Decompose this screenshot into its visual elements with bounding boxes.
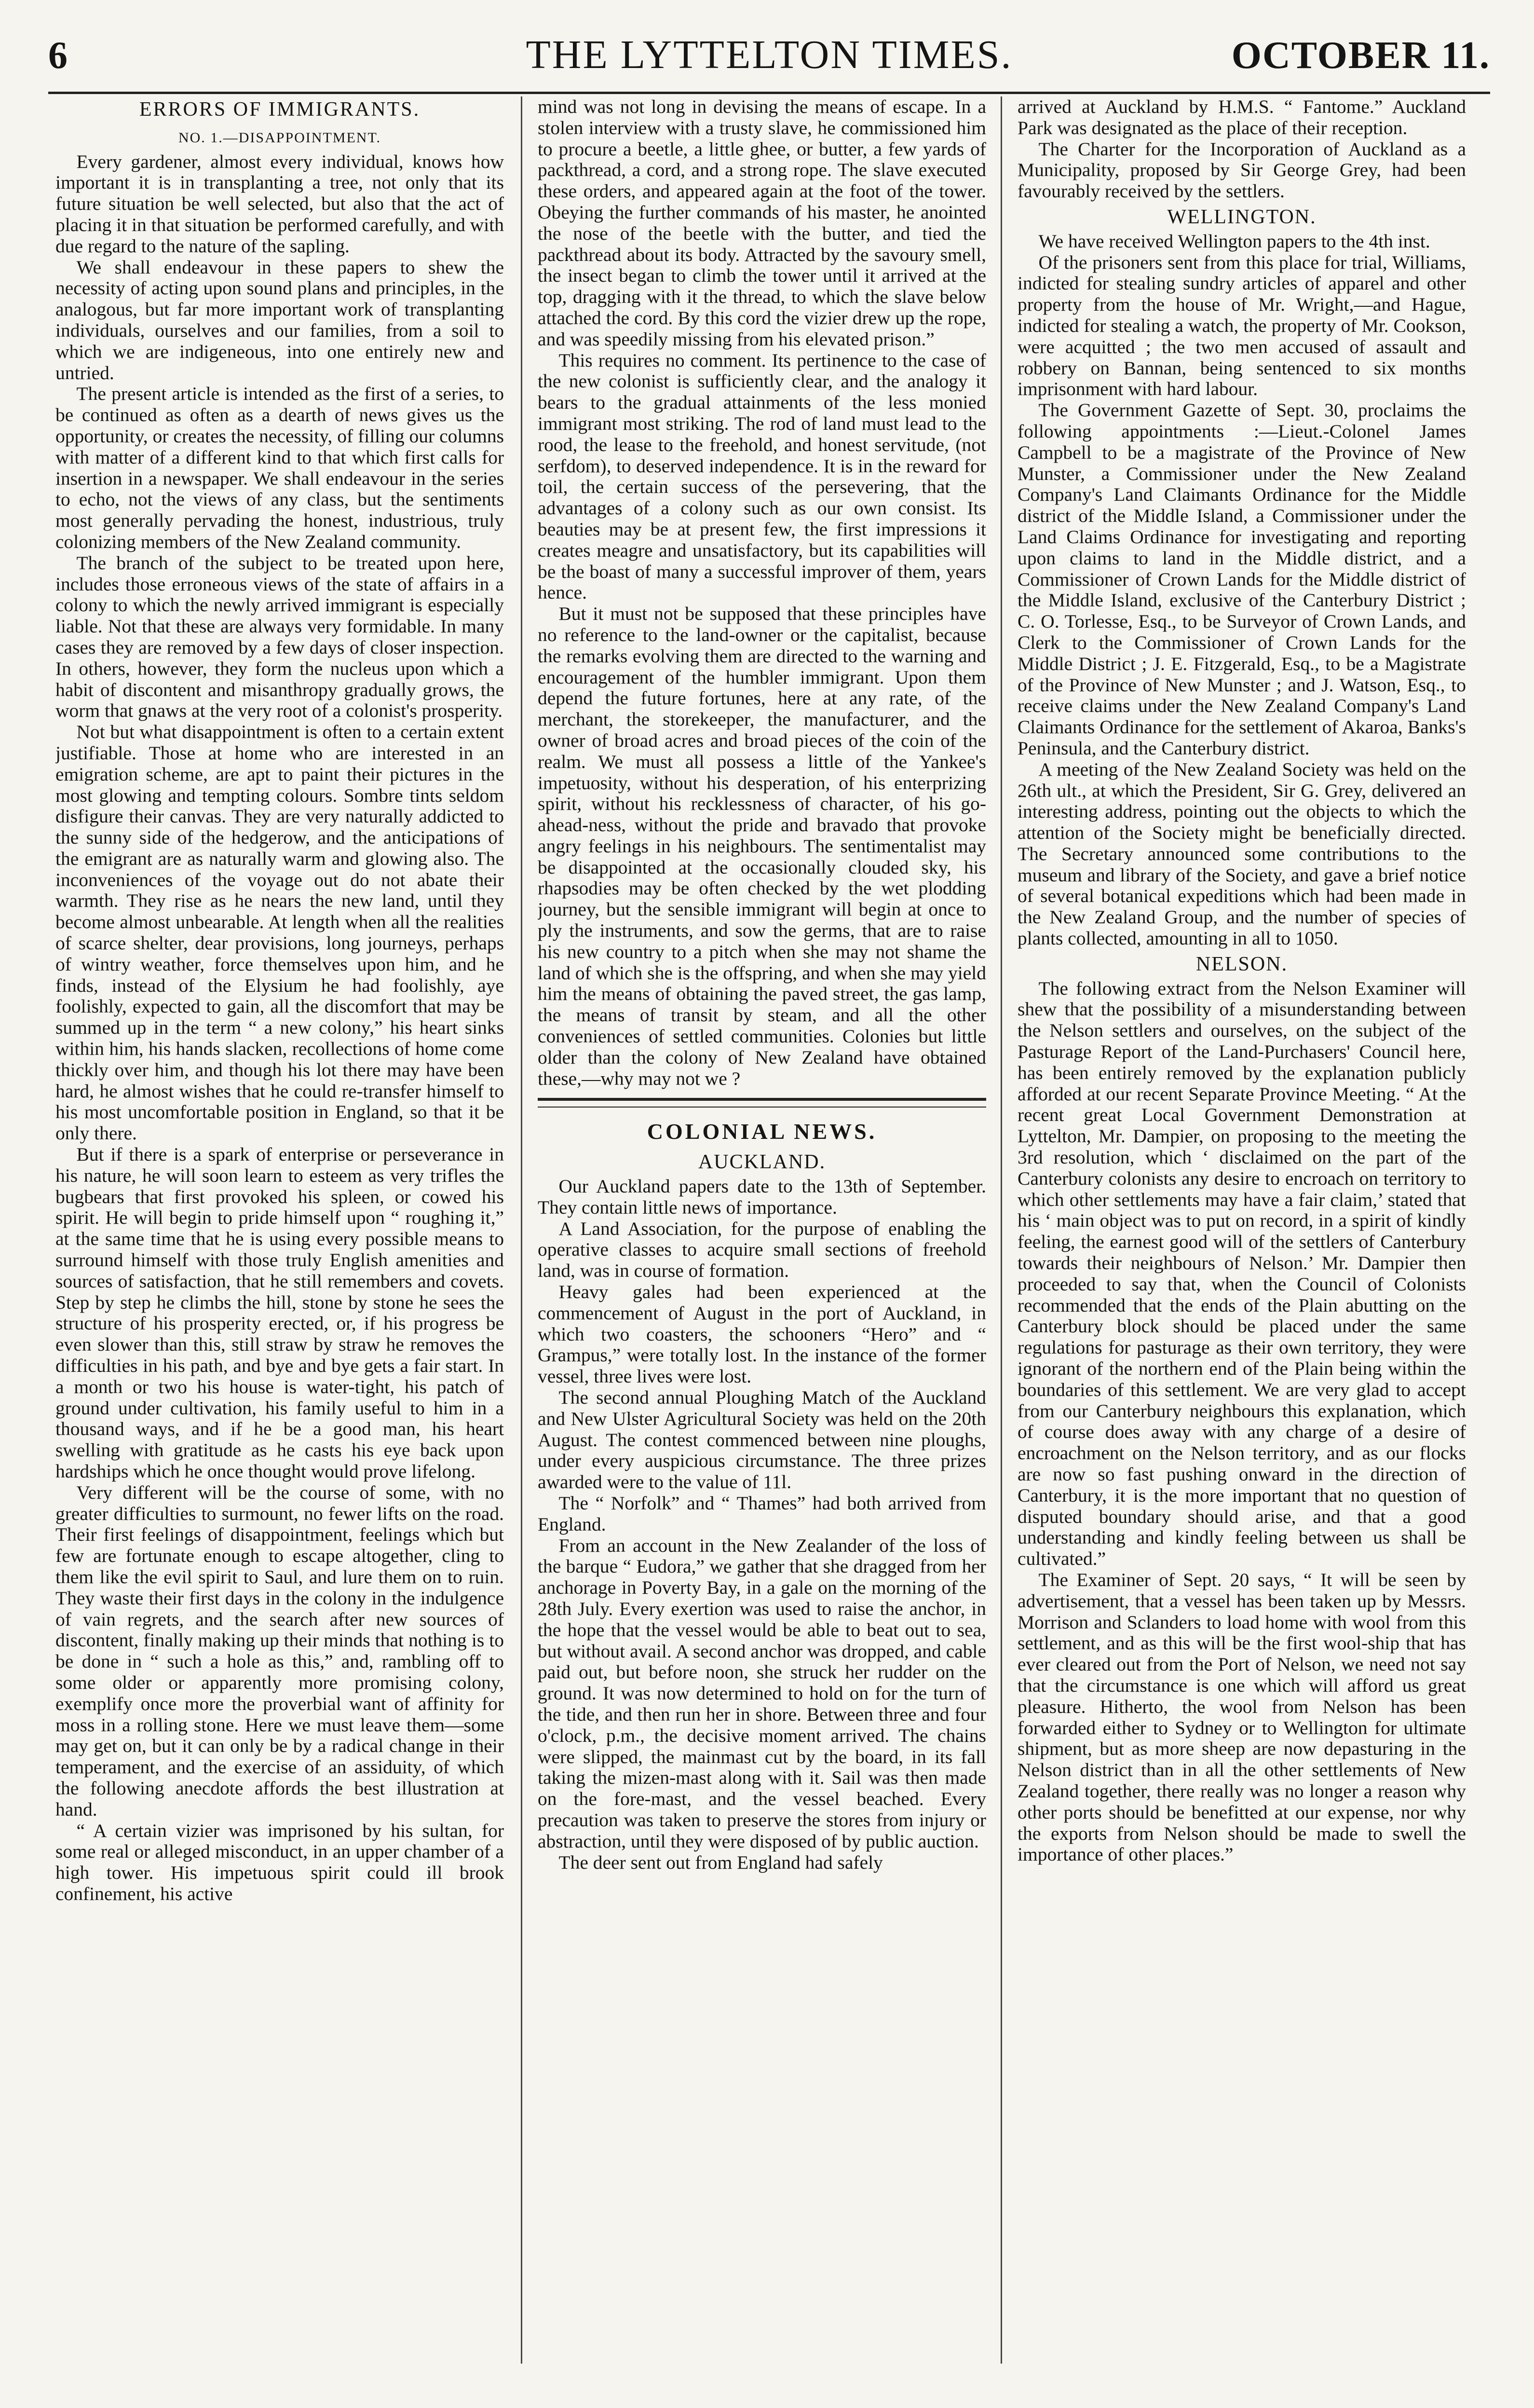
paragraph: Not but what disappointment is often to a certain extent justifiable. Those at home who are interested in an emigration scheme, are apt to paint their pictures in the most glowing and tempting colours. Sombre tints seldom disfigure their canvas. They are very naturally addicted to the sunny side of the hedgerow, and the anticipations of the emigrant are as naturally warm and glowing also. The inconveniences of the voyage out do not abate their warmth. They rise as he nears the new land, until they become almost unbearable. At length when all the realities of scarce shelter, dear provisions, long journeys, perhaps of wintry weather, force themselves upon him, and he finds, instead of the Elysium he had foolishly, aye foolishly, expected to gain, all the discomfort that may be summed up in the term “ a new colony,” his heart sinks within him, his hands slacken, recollections of home come thickly over him, and though his lot there may have been hard, he almost wishes that he could re-transfer himself to his most uncomfortable position in England, so that it be only there. (55, 721, 504, 1144)
paragraph: arrived at Auckland by H.M.S. “ Fantome.” Auckland Park was designated as the place of their reception. (1018, 96, 1466, 138)
paragraph: The deer sent out from England had safely (558, 1851, 883, 1873)
article-subtitle: NO. 1.—DISAPPOINTMENT. (178, 129, 381, 146)
paragraph: The Charter for the Incorporation of Auckland as a Municipality, proposed by Sir George Grey, had been favourably received by the settlers. (1018, 138, 1466, 202)
paragraph: Every gardener, almost every individual, knows how important it is in transplanting a tree, not only that its future situation be well selected, but also that the act of placing it in that situation be performed carefully, and with due regard to the nature of the sapling. (55, 150, 504, 257)
paragraph: The “ Norfolk” and “ Thames” had both arrived from England. (538, 1492, 986, 1535)
issue-date: OCTOBER 11. (1231, 34, 1490, 77)
paragraph: The present article is intended as the first of a series, to be continued as often as a dearth of news gives us the opportunity, or creates the necessity, of filling our columns with matter of a different kind to that which first calls for insertion in a newspaper. We shall endeavour in the series to echo, not the views of any class, but the sentiments most generally pervading the honest, industrious, truly colonizing members of the New Zealand community. (55, 383, 504, 552)
section-title-colonial-news: COLONIAL NEWS. (647, 1119, 877, 1144)
heading-wellington: WELLINGTON. (1167, 205, 1317, 228)
masthead (48, 19, 1490, 92)
paragraph: The following extract from the Nelson Examiner will shew that the possibility of a misunderstanding between the Nelson settlers and ourselves, on the subject of the Pasturage Report of the Land-Purchasers' Council here, has been entirely removed by the explanation publicly afforded at our recent Separate Province Meeting. “ At the recent great Local Government Demonstration at Lyttelton, Mr. Dampier, on proposing to the meeting the 3rd resolution, which ‘ disclaimed on the part of the Canterbury colonists any desire to encroach on territory to which other settlements may have a fair claim,’ stated that his ‘ main object was to put on record, in a spirit of kindly feeling, the earnest good will of the settlers of Canterbury towards their neighbours of Nelson.’ Mr. Dampier then proceeded to say that, when the Council of Colonists recommended that the ends of the Plain abutting on the Canterbury block should be placed under the same regulations for pasturage as their own territory, they were ignorant of the northern end of the Plain being within the boundaries of this settlement. We are very glad to accept from our Canterbury neighbours this explanation, which of course does away with any charge of a desire of encroachment on the Nelson territory, and as our flocks are now so fast pushing onward in the direction of Canterbury, it is the more important that no question of disputed boundary should arise, and that a good understanding and kindly feeling between us shall be cultivated.” (1018, 977, 1466, 1570)
column-divider-2 (1001, 96, 1002, 2364)
paragraph: The branch of the subject to be treated upon here, includes those erroneous views of the state of affairs in a colony to which the newly arrived immigrant is especially liable. Not that these are always very formidable. In many cases they are removed by a few days of closer inspection. In others, however, they form the nucleus upon which a habit of discontent and misanthropy gradually grows, the worm that gnaws at the very root of a colonist's prosperity. (55, 552, 504, 722)
paragraph: A Land Association, for the purpose of enabling the operative classes to acquire small sections of freehold land, was in course of formation. (538, 1218, 986, 1282)
paragraph: But if there is a spark of enterprise or perseverance in his nature, he will soon learn to esteem as very trifles the bugbears that first provoked his spleen, or cowed his spirit. He will begin to pride himself upon “ roughing it,” at the same time that he is using every possible means to surround himself with those truly English amenities and sources of satisfaction, that he still remembers and covets. Step by step he climbs the hill, stone by stone he sees the structure of his prosperity erected, or, if his progress be even slower than this, still straw by straw he removes the difficulties in his path, and bye and bye gets a fair start. In a month or two his house is water-tight, his patch of ground under cultivation, his family useful to him in a thousand ways, and if he be a good man, his heart swelling with gratitude as he casts his eye back upon hardships which he once thought would prove lifelong. (55, 1144, 504, 1482)
page-number: 6 (48, 34, 68, 77)
paragraph: Heavy gales had been experienced at the commencement of August in the port of Auckland, in which two coasters, the schooners “Hero” and “ Grampus,” were totally lost. In the instance of the former vessel, three lives were lost. (538, 1281, 986, 1387)
newspaper-title: THE LYTTELTON TIMES. (526, 32, 1013, 77)
paragraph: But it must not be supposed that these principles have no reference to the land-owner or the capitalist, because the remarks evolving them are directed to the warning and encouragement of the humbler immigrant. Upon them depend the future fortunes, here at any rate, of the merchant, the storekeeper, the manufacturer, and the owner of broad acres and broad pieces of the coin of the realm. We must all possess a little of the Yankee's impetuosity, without his desperation, of his enterprizing spirit, without his recklessness of character, of his go-ahead-ness, without the pride and bravado that provoke angry feelings in his neighbours. The sentimentalist may be disappointed at the occasionally clouded sky, his rhapsodies may be often checked by the wet plodding journey, but the sensible immigrant will begin at once to ply the instruments, and sow the germs, that are to raise his new country to a pitch when she may not shame the land of which she is the offspring, and when she may yield him the means of obtaining the paved street, the gas lamp, the means of transit by steam, and all the other conveniences of settled communities. Colonies but little older than the colony of New Zealand have obtained these,—why may not we ? (538, 603, 986, 1089)
heading-nelson: NELSON. (1195, 953, 1288, 975)
paragraph: This requires no comment. Its pertinence to the case of the new colonist is sufficiently clear, and the analogy it bears to the gradual attainments of the less monied immigrant most striking. The rod of land must lead to the rood, the lease to the freehold, and honest servitude, (not serfdom), to deserved independence. It is in the reward for toil, the certain success of the persevering, that the advantages of a colony such as our own consist. Its beauties may be at present few, the first impressions it creates meagre and unsatisfactory, but its capabilities will be the boast of many a successful improver of them, years hence. (538, 349, 986, 603)
column-3 (1018, 96, 1466, 2373)
paragraph: A meeting of the New Zealand Society was held on the 26th ult., at which the President, Sir G. Grey, delivered an interesting address, pointing out the objects to which the attention of the Society might be beneficially directed. The Secretary announced some contributions to the museum and library of the Society, and gave a brief notice of several botanical expeditions which had been made in the New Zealand Group, and the number of species of plants collected, amounting in all to 1050. (1018, 758, 1466, 949)
paragraph: The second annual Ploughing Match of the Auckland and New Ulster Agricultural Society was held on the 20th August. The contest commenced between nine ploughs, under every auspicious circumstance. The three prizes awarded were to the value of 11l. (538, 1387, 986, 1493)
column-1 (55, 96, 504, 2373)
heading-auckland: AUCKLAND. (698, 1151, 826, 1174)
section-divider (538, 1098, 986, 1108)
paragraph: Our Auckland papers date to the 13th of September. They contain little news of importance. (538, 1176, 986, 1218)
paragraph: mind was not long in devising the means of escape. In a stolen interview with a trusty slave, he commissioned him to procure a beetle, a little ghee, or butter, a few yards of packthread, a cord, and a strong rope. The slave executed these orders, and appeared again at the foot of the tower. Obeying the further commands of his master, he anointed the nose of the beetle with the butter, and tied the packthread about its body. Attracted by the savoury smell, the insect began to climb the tower until it arrived at the top, dragging with it the thread, to which the slave below attached the cord. By this cord the vizier drew up the rope, and was speedily missing from his elevated prison.” (538, 96, 986, 350)
paragraph: From an account in the New Zealander of the loss of the barque “ Eudora,” we gather that she dragged from her anchorage in Poverty Bay, in a gale on the morning of the 28th July. Every exertion was used to raise the anchor, in the hope that the vessel would be able to beat out to sea, but without avail. A second anchor was dropped, and cable paid out, but before noon, she struck her rudder on the ground. It was now determined to hold on for the turn of the tide, and then run her in shore. Between three and four o'clock, p.m., the decisive moment arrived. The chains were slipped, the mainmast cut by the board, in its fall taking the mizen-mast along with it. Sail was then made on the fore-mast, and the vessel beached. Every precaution was taken to preserve the stores from injury or abstraction, until they were disposed of by public auction. (538, 1534, 986, 1852)
paragraph: The Examiner of Sept. 20 says, “ It will be seen by advertisement, that a vessel has been taken up by Messrs. Morrison and Sclanders to load home with wool from this settlement, and as this will be the first wool-ship that has ever cleared out from the Port of Nelson, we need not say that the circumstance is one which will afford us great pleasure. Hitherto, the wool from Nelson has been forwarded either to Sydney or to Wellington for ultimate shipment, but as more sheep are now depasturing in the Nelson district than in all the other settlements of New Zealand together, there really was no longer a reason why other ports should be benefitted at our expense, nor why the exports from Nelson should be made to swell the importance of other places.” (1018, 1569, 1466, 1865)
column-divider-1 (521, 96, 522, 2364)
masthead-rule (48, 92, 1490, 94)
paragraph: We shall endeavour in these papers to shew the necessity of acting upon sound plans and principles, in the analogous, but far more important work of transplanting individuals, ourselves and our families, from a soil to which we are indigeneous, into one entirely new and untried. (55, 256, 504, 383)
paragraph: We have received Wellington papers to the 4th inst. (1038, 230, 1430, 252)
article-title-errors-of-immigrants: ERRORS OF IMMIGRANTS. (139, 98, 421, 121)
paragraph: “ A certain vizier was imprisoned by his sultan, for some real or alleged misconduct, in an upper chamber of a high tower. His impetuous spirit could ill brook confinement, his active (55, 1820, 504, 1904)
paragraph: Very different will be the course of some, with no greater difficulties to surmount, no fewer lifts on the road. Their first feelings of disappointment, feelings which but few are fortunate enough to escape altogether, cling to them like the evil spirit to Saul, and lure them on to ruin. They waste their first days in the colony in the indulgence of vain regrets, and the search after new sources of discontent, finally making up their minds that nothing is to be done in “ such a hole as this,” and, rambling off to some older or apparently more promising colony, exemplify once more the proverbial want of affinity for moss in a rolling stone. Here we must leave them—some may get on, but it can only be by a radical change in their temperament, and the exercise of an assiduity, of which the following anecdote affords the best illustration at hand. (55, 1481, 504, 1820)
column-2 (538, 96, 986, 2373)
paragraph: Of the prisoners sent from this place for trial, Williams, indicted for stealing sundry articles of apparel and other property from the house of Mr. Wright,—and Hague, indicted for stealing a watch, the property of Mr. Cookson, were acquitted ; the two men accused of assault and robbery on Bannan, being sentenced to six months imprisonment with hard labour. (1018, 251, 1466, 400)
paragraph: The Government Gazette of Sept. 30, proclaims the following appointments :—Lieut.-Colonel James Campbell to be a magistrate of the Province of New Munster, a Commissioner under the New Zealand Company's Land Claimants Ordinance for the Middle district of the Middle Island, a Commissioner under the Land Claims Ordinance for investigating and reporting upon claims to land in the Middle district, and a Commissioner of Crown Lands for the Middle district of the Middle Island, exclusive of the Canterbury District ; C. O. Torlesse, Esq., to be Surveyor of Crown Lands, and Clerk to the Commissioner of Crown Lands for the Middle District ; J. E. Fitzgerald, Esq., to be a Magistrate of the Province of New Munster ; and J. Watson, Esq., to receive claims under the New Zealand Company's Land Claimants Ordinance for the settlement of Akaroa, Banks's Peninsula, and the Canterbury district. (1018, 399, 1466, 759)
